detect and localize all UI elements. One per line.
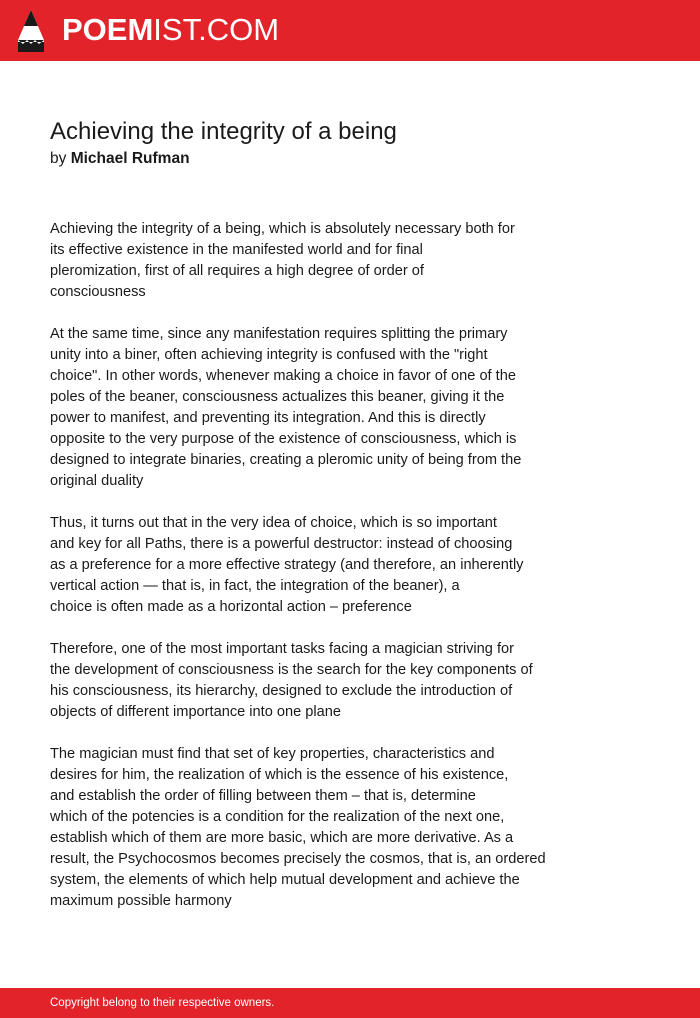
poem-line: Therefore, one of the most important tasks facing a magician striving for bbox=[50, 641, 514, 657]
poem-line: The magician must find that set of key properties, characteristics and bbox=[50, 746, 495, 762]
poem-paragraph bbox=[50, 639, 610, 723]
poem-line: his consciousness, its hierarchy, designed to exclude the introduction of bbox=[50, 683, 513, 699]
poem-line: pleromization, first of all requires a high degree of order of bbox=[50, 263, 424, 279]
poem-line: establish which of them are more basic, which are more derivative. As a bbox=[50, 830, 514, 846]
poem-line: Thus, it turns out that in the very idea of choice, which is so important bbox=[50, 515, 497, 531]
site-header bbox=[0, 0, 700, 61]
poem-line: maximum possible harmony bbox=[50, 893, 232, 909]
poem-line: opposite to the very purpose of the existence of consciousness, which is bbox=[50, 431, 517, 447]
site-footer bbox=[0, 988, 700, 1018]
site-name-light: IST.COM bbox=[153, 12, 280, 47]
poem-line: choice". In other words, whenever making a choice in favor of one of the bbox=[50, 368, 516, 384]
poem-line: system, the elements of which help mutual development and achieve the bbox=[50, 872, 520, 888]
copyright-notice: Copyright belong to their respective owners. bbox=[50, 997, 275, 1009]
poem-line: designed to integrate binaries, creating a pleromic unity of being from the bbox=[50, 452, 522, 468]
poem-paragraph bbox=[50, 219, 610, 303]
poem-line: original duality bbox=[50, 473, 144, 489]
author-name: Michael Rufman bbox=[70, 150, 190, 167]
poem-line: poles of the beaner, consciousness actualizes this beaner, giving it the bbox=[50, 389, 505, 405]
poem-line: objects of different importance into one plane bbox=[50, 704, 341, 720]
poem-line: result, the Psychocosmos becomes precisely the cosmos, that is, an ordered bbox=[50, 851, 546, 867]
poem-line: desires for him, the realization of which is the essence of his existence, bbox=[50, 767, 509, 783]
poem-line: vertical action — that is, in fact, the integration of the beaner), a bbox=[50, 578, 460, 594]
poem-line: At the same time, since any manifestation requires splitting the primary bbox=[50, 326, 508, 342]
poem-line: its effective existence in the manifested world and for final bbox=[50, 242, 423, 258]
site-logo-text[interactable] bbox=[62, 12, 279, 48]
poem-line: choice is often made as a horizontal action – preference bbox=[50, 599, 412, 615]
poem-title: Achieving the integrity of a being bbox=[50, 118, 397, 145]
poem-body bbox=[50, 219, 610, 933]
poem-paragraph bbox=[50, 744, 610, 912]
poem-paragraph bbox=[50, 513, 610, 618]
poem-line: consciousness bbox=[50, 284, 146, 300]
poem-line: unity into a biner, often achieving integrity is confused with the "right bbox=[50, 347, 488, 363]
poem-line: as a preference for a more effective strategy (and therefore, an inherently bbox=[50, 557, 524, 573]
poem-paragraph bbox=[50, 324, 610, 492]
poem-line: and establish the order of filling between them – that is, determine bbox=[50, 788, 476, 804]
poem-line: which of the potencies is a condition for the realization of the next one, bbox=[50, 809, 505, 825]
poem-line: the development of consciousness is the search for the key components of bbox=[50, 662, 533, 678]
poem-line: and key for all Paths, there is a powerful destructor: instead of choosing bbox=[50, 536, 513, 552]
poem-line: Achieving the integrity of a being, which is absolutely necessary both for bbox=[50, 221, 515, 237]
site-name-bold: POEM bbox=[62, 12, 154, 47]
byline bbox=[50, 149, 190, 169]
pencil-icon[interactable] bbox=[18, 10, 44, 52]
by-label: by bbox=[50, 150, 67, 167]
poem-line: power to manifest, and preventing its integration. And this is directly bbox=[50, 410, 486, 426]
